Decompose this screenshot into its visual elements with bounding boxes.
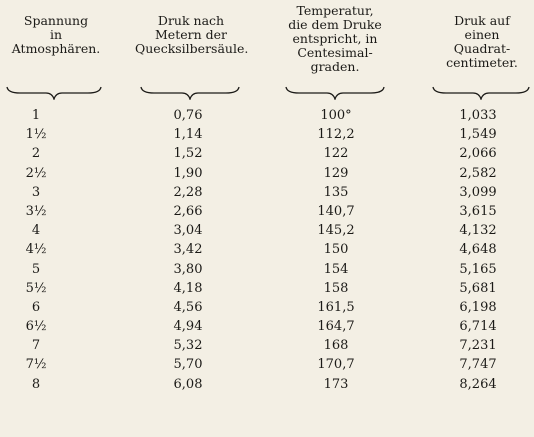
table-row [0, 336, 534, 355]
cell-spannung: 2 [31, 146, 41, 162]
cell-druk-quadratcentimeter: 6,198 [459, 299, 497, 315]
table-row [0, 144, 534, 163]
header-druk-quadratcentimeter: Druk auf einen Quadrat- centimeter. [446, 13, 518, 70]
cell-spannung: 6 [31, 299, 41, 315]
cell-temperatur: 135 [323, 184, 349, 200]
header-spannung: Spannung in Atmosphären. [11, 13, 101, 56]
table-row [0, 317, 534, 336]
cell-druk-quadratcentimeter: 1,549 [459, 127, 497, 143]
cell-spannung: 3½ [25, 203, 47, 219]
cell-temperatur: 161,5 [317, 299, 355, 315]
cell-druk-metern: 6,08 [173, 376, 203, 392]
cell-druk-quadratcentimeter: 2,066 [459, 146, 497, 162]
table-row [0, 260, 534, 279]
cell-temperatur: 168 [323, 338, 349, 354]
cell-spannung: 1½ [25, 127, 47, 143]
cell-druk-metern: 5,70 [173, 357, 203, 373]
cell-druk-metern: 3,42 [173, 242, 203, 258]
cell-druk-metern: 1,14 [173, 127, 203, 143]
cell-temperatur: 150 [323, 242, 349, 258]
table-row [0, 183, 534, 202]
table-row [0, 125, 534, 144]
cell-druk-metern: 4,94 [173, 319, 203, 335]
cell-druk-metern: 5,32 [173, 338, 203, 354]
cell-temperatur: 164,7 [317, 319, 355, 335]
cell-druk-quadratcentimeter: 7,231 [459, 338, 497, 354]
cell-druk-quadratcentimeter: 2,582 [459, 165, 497, 181]
cell-temperatur: 129 [323, 165, 349, 181]
cell-temperatur: 145,2 [317, 223, 355, 239]
table-body [0, 106, 534, 394]
cell-druk-metern: 4,56 [173, 299, 203, 315]
table-row [0, 240, 534, 259]
cell-temperatur: 170,7 [317, 357, 355, 373]
cell-temperatur: 158 [323, 280, 349, 296]
cell-druk-metern: 3,04 [173, 223, 203, 239]
cell-druk-metern: 0,76 [173, 108, 203, 123]
cell-druk-quadratcentimeter: 4,648 [459, 242, 497, 258]
cell-druk-quadratcentimeter: 4,132 [459, 223, 497, 239]
cell-temperatur: 100° [320, 108, 352, 123]
table-row [0, 279, 534, 298]
cell-spannung: 6½ [25, 319, 47, 335]
table-row [0, 202, 534, 221]
cell-spannung: 5 [31, 261, 41, 277]
table-row [0, 298, 534, 317]
cell-temperatur: 122 [323, 146, 349, 162]
cell-druk-quadratcentimeter: 5,165 [459, 261, 497, 277]
cell-druk-metern: 2,66 [173, 203, 203, 219]
cell-spannung: 2½ [25, 165, 47, 181]
cell-druk-quadratcentimeter: 3,615 [459, 203, 497, 219]
cell-spannung: 8 [31, 376, 41, 392]
table-row [0, 375, 534, 394]
cell-druk-metern: 3,80 [173, 261, 203, 277]
cell-druk-quadratcentimeter: 8,264 [459, 376, 497, 392]
table-row [0, 355, 534, 374]
cell-druk-quadratcentimeter: 5,681 [459, 280, 497, 296]
table-row [0, 221, 534, 240]
cell-temperatur: 140,7 [317, 203, 355, 219]
header-druk-metern: Druk nach Metern der Quecksilbersäule. [135, 13, 249, 56]
cell-druk-metern: 1,90 [173, 165, 203, 181]
table-row [0, 106, 534, 125]
cell-spannung: 7 [31, 338, 41, 354]
table-row [0, 164, 534, 183]
cell-druk-quadratcentimeter: 6,714 [459, 319, 497, 335]
brace-col3 [285, 84, 385, 100]
cell-spannung: 4 [31, 223, 41, 239]
cell-temperatur: 173 [323, 376, 349, 392]
cell-spannung: 1 [31, 108, 41, 123]
cell-spannung: 7½ [25, 357, 47, 373]
brace-col4 [432, 84, 530, 100]
header-temperatur: Temperatur, die dem Druke entspricht, in Centesimal- graden. [288, 3, 382, 74]
cell-druk-metern: 4,18 [173, 280, 203, 296]
cell-druk-quadratcentimeter: 7,747 [459, 357, 497, 373]
cell-temperatur: 154 [323, 261, 349, 277]
cell-spannung: 3 [31, 184, 41, 200]
cell-druk-metern: 1,52 [173, 146, 203, 162]
cell-druk-metern: 2,28 [173, 184, 203, 200]
cell-druk-quadratcentimeter: 3,099 [459, 184, 497, 200]
cell-temperatur: 112,2 [317, 127, 355, 143]
cell-druk-quadratcentimeter: 1,033 [459, 108, 497, 123]
cell-spannung: 4½ [25, 242, 47, 258]
cell-spannung: 5½ [25, 280, 47, 296]
brace-col2 [140, 84, 240, 100]
brace-col1 [6, 84, 102, 100]
